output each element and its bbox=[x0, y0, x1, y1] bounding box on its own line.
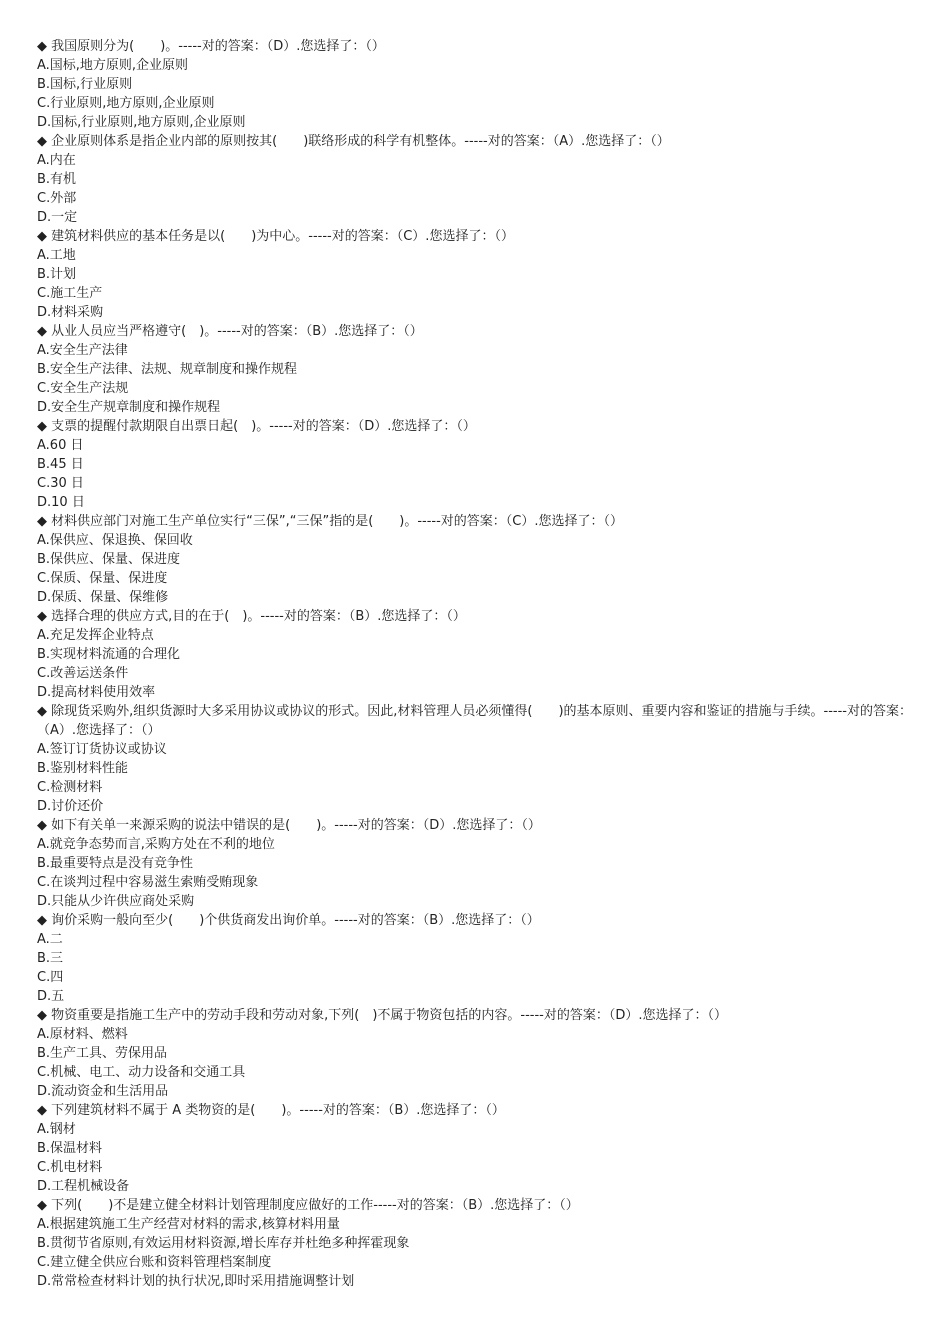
question-block bbox=[37, 1101, 922, 1196]
answer-option: C.30 日 bbox=[37, 476, 84, 491]
question-document bbox=[37, 37, 922, 1291]
question-text: ◆ 下列( )不是建立健全材料计划管理制度应做好的工作-----对的答案：（B）.您选择了：（） bbox=[37, 1198, 579, 1213]
question-text: ◆ 我国原则分为( )。-----对的答案：（D）.您选择了：（） bbox=[37, 39, 385, 54]
question-text: ◆ 询价采购一般向至少( )个供货商发出询价单。-----对的答案：（B）.您选择了：（） bbox=[37, 913, 540, 928]
answer-option: B.计划 bbox=[37, 267, 77, 282]
answer-option: B.鉴别材料性能 bbox=[37, 761, 129, 776]
question-block bbox=[37, 816, 922, 911]
answer-option: C.施工生产 bbox=[37, 286, 103, 301]
answer-option: A.就竞争态势而言,采购方处在不利的地位 bbox=[37, 837, 275, 852]
question-text: ◆ 下列建筑材料不属于 A 类物资的是( )。-----对的答案：（B）.您选择了：（） bbox=[37, 1103, 505, 1118]
answer-option: A.安全生产法律 bbox=[37, 343, 128, 358]
question-block bbox=[37, 417, 922, 512]
answer-option: A.60 日 bbox=[37, 438, 84, 453]
answer-option: D.材料采购 bbox=[37, 305, 104, 320]
answer-option: D.一定 bbox=[37, 210, 78, 225]
answer-option: D.10 日 bbox=[37, 495, 85, 510]
answer-option: C.机电材料 bbox=[37, 1160, 103, 1175]
answer-option: B.有机 bbox=[37, 172, 77, 187]
answer-option: B.国标,行业原则 bbox=[37, 77, 133, 92]
answer-option: B.三 bbox=[37, 951, 64, 966]
question-block bbox=[37, 702, 922, 816]
answer-option: B.45 日 bbox=[37, 457, 84, 472]
answer-option: C.保质、保量、保进度 bbox=[37, 571, 168, 586]
answer-option: C.在谈判过程中容易滋生索贿受贿现象 bbox=[37, 875, 259, 890]
question-text: ◆ 选择合理的供应方式,目的在于( )。-----对的答案：（B）.您选择了：（） bbox=[37, 609, 466, 624]
answer-option: B.最重要特点是没有竞争性 bbox=[37, 856, 194, 871]
answer-option: D.讨价还价 bbox=[37, 799, 104, 814]
question-text: ◆ 从业人员应当严格遵守( )。-----对的答案：（B）.您选择了：（） bbox=[37, 324, 423, 339]
answer-option: D.工程机械设备 bbox=[37, 1179, 130, 1194]
answer-option: A.内在 bbox=[37, 153, 76, 168]
answer-option: A.保供应、保退换、保回收 bbox=[37, 533, 193, 548]
question-block bbox=[37, 1196, 922, 1291]
answer-option: C.机械、电工、动力设备和交通工具 bbox=[37, 1065, 246, 1080]
answer-option: C.建立健全供应台账和资料管理档案制度 bbox=[37, 1255, 272, 1270]
answer-option: B.实现材料流通的合理化 bbox=[37, 647, 181, 662]
answer-option: B.保供应、保量、保进度 bbox=[37, 552, 181, 567]
answer-option: C.改善运送条件 bbox=[37, 666, 129, 681]
question-block bbox=[37, 607, 922, 702]
question-block bbox=[37, 132, 922, 227]
answer-option: A.国标,地方原则,企业原则 bbox=[37, 58, 189, 73]
question-block bbox=[37, 512, 922, 607]
answer-option: B.贯彻节省原则,有效运用材料资源,增长库存并杜绝多种挥霍现象 bbox=[37, 1236, 410, 1251]
answer-option: A.二 bbox=[37, 932, 63, 947]
answer-option: D.常常检查材料计划的执行状况,即时采用措施调整计划 bbox=[37, 1274, 355, 1289]
answer-option: D.提高材料使用效率 bbox=[37, 685, 156, 700]
question-block bbox=[37, 322, 922, 417]
answer-option: D.保质、保量、保维修 bbox=[37, 590, 169, 605]
answer-option: C.安全生产法规 bbox=[37, 381, 129, 396]
question-text: ◆ 物资重要是指施工生产中的劳动手段和劳动对象,下列( )不属于物资包括的内容。-----对的答案：（D）.您选择了：（） bbox=[37, 1008, 728, 1023]
answer-option: A.签订订货协议或协议 bbox=[37, 742, 167, 757]
answer-option: C.四 bbox=[37, 970, 64, 985]
answer-option: A.钢材 bbox=[37, 1122, 76, 1137]
question-text: ◆ 企业原则体系是指企业内部的原则按其( )联络形成的科学有机整体。-----对的答案：（A）.您选择了：（） bbox=[37, 134, 670, 149]
question-text: ◆ 除现货采购外,组织货源时大多采用协议或协议的形式。因此,材料管理人员必须懂得( )的基本原则、重要内容和鉴证的措施与手续。-----对的答案：（A）.您选择了：（） bbox=[37, 704, 912, 738]
question-block bbox=[37, 1006, 922, 1101]
question-block bbox=[37, 911, 922, 1006]
answer-option: A.原材料、燃料 bbox=[37, 1027, 128, 1042]
question-text: ◆ 建筑材料供应的基本任务是以( )为中心。-----对的答案：（C）.您选择了：（） bbox=[37, 229, 514, 244]
answer-option: D.只能从少许供应商处采购 bbox=[37, 894, 195, 909]
question-block bbox=[37, 37, 922, 132]
question-text: ◆ 支票的提醒付款期限自出票日起( )。-----对的答案：（D）.您选择了：（） bbox=[37, 419, 476, 434]
answer-option: D.国标,行业原则,地方原则,企业原则 bbox=[37, 115, 246, 130]
answer-option: B.保温材料 bbox=[37, 1141, 103, 1156]
answer-option: D.安全生产规章制度和操作规程 bbox=[37, 400, 221, 415]
answer-option: A.充足发挥企业特点 bbox=[37, 628, 154, 643]
question-text: ◆ 材料供应部门对施工生产单位实行“三保”,“三保”指的是( )。-----对的答案：（C）.您选择了：（） bbox=[37, 514, 624, 529]
answer-option: D.五 bbox=[37, 989, 65, 1004]
answer-option: A.工地 bbox=[37, 248, 76, 263]
answer-option: A.根据建筑施工生产经营对材料的需求,核算材料用量 bbox=[37, 1217, 340, 1232]
question-block bbox=[37, 227, 922, 322]
answer-option: C.检测材料 bbox=[37, 780, 103, 795]
answer-option: C.外部 bbox=[37, 191, 77, 206]
question-text: ◆ 如下有关单一来源采购的说法中错误的是( )。-----对的答案：（D）.您选择了：（） bbox=[37, 818, 541, 833]
answer-option: D.流动资金和生活用品 bbox=[37, 1084, 169, 1099]
answer-option: B.生产工具、劳保用品 bbox=[37, 1046, 168, 1061]
answer-option: B.安全生产法律、法规、规章制度和操作规程 bbox=[37, 362, 298, 377]
answer-option: C.行业原则,地方原则,企业原则 bbox=[37, 96, 215, 111]
